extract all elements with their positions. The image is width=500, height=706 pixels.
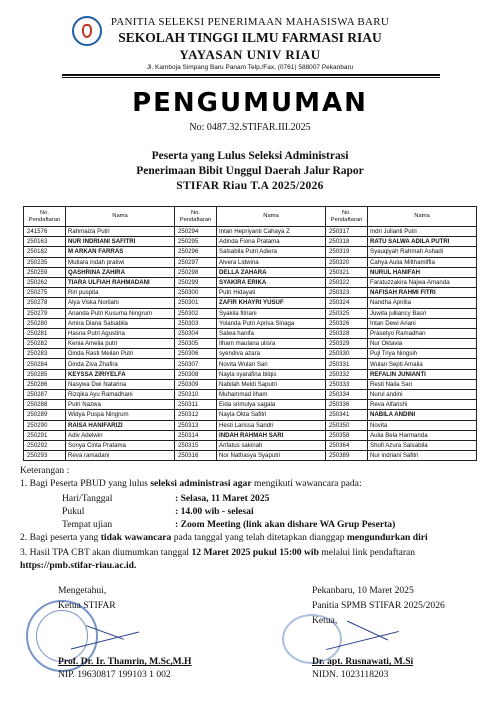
registration-number-cell: 250329 — [326, 339, 368, 349]
registration-number-cell: 250317 — [326, 227, 368, 237]
col-header-name-1: Nama — [66, 207, 175, 227]
participant-name-cell: Prasetyo Ramadhan — [368, 328, 477, 338]
letterhead-address: Jl. Kamboja Simpang Baru Panam Telp./Fax. (0761) 588007 Pekanbaru — [146, 64, 354, 71]
col-header-reg-no-1: No. Pendaftaran — [24, 207, 66, 227]
participant-name-cell: Nur Oktavia — [368, 339, 477, 349]
registration-number-cell: 250332 — [326, 369, 368, 379]
participant-name-cell: Faratuzzakira Najwa Amanda — [368, 277, 477, 287]
participant-name-cell: Putri Hidayati — [217, 288, 326, 298]
participant-name-cell: SYAKIRA ERIKA — [217, 277, 326, 287]
table-row — [24, 298, 477, 308]
right-signatory-id: NIDN. 1023118203 — [312, 669, 389, 680]
participant-name-cell: Ilham maulana ulisra — [217, 339, 326, 349]
right-signature-stroke — [347, 621, 388, 641]
left-sign-line-2: Ketua STIFAR — [58, 600, 116, 611]
participant-name-cell: Hasna Putri Agustina — [66, 328, 175, 338]
participant-name-cell: Amira Diana Salsabila — [66, 318, 175, 328]
note-1-bold: seleksi administrasi agar — [150, 478, 252, 489]
registration-number-cell: 250296 — [175, 247, 217, 257]
registration-number-cell: 250286 — [24, 379, 66, 389]
table-row — [24, 328, 477, 338]
registration-number-cell: 250309 — [175, 379, 217, 389]
registration-number-cell: 250326 — [326, 318, 368, 328]
participant-name-cell: Hesti Larissa Sandri — [217, 420, 326, 430]
note-1-prefix: 1. Bagi Peserta PBUD yang lulus — [20, 478, 151, 489]
registration-number-cell: 250322 — [326, 277, 368, 287]
participant-name-cell: syendiva azara — [217, 349, 326, 359]
date-value: : Selasa, 11 Maret 2025 — [175, 493, 270, 504]
registration-number-cell: 250297 — [175, 257, 217, 267]
table-row — [24, 430, 477, 440]
registration-number-cell: 250303 — [175, 318, 217, 328]
participant-name-cell: Nasywa Dwi Natarina — [66, 379, 175, 389]
col-header-reg-no-3: No. Pendaftaran — [326, 207, 368, 227]
participant-name-cell: Resti Naila Sari — [368, 379, 477, 389]
participant-name-cell: ZAFIR KHAYRI YUSUF — [217, 298, 326, 308]
table-row — [24, 288, 477, 298]
registration-number-cell: 250282 — [24, 339, 66, 349]
registration-number-cell: 250389 — [326, 451, 368, 461]
participant-name-cell: Nayla Okta Safitri — [217, 410, 326, 420]
registration-number-cell: 250285 — [24, 369, 66, 379]
registration-number-cell: 250358 — [326, 430, 368, 440]
registration-number-cell: 250334 — [326, 390, 368, 400]
table-row — [24, 390, 477, 400]
registration-number-cell: 250302 — [175, 308, 217, 318]
participant-name-cell: Indri Julianti Putri — [368, 227, 477, 237]
registration-number-cell: 250336 — [326, 400, 368, 410]
registration-number-cell: 250328 — [326, 328, 368, 338]
table-row — [24, 257, 477, 267]
participant-name-cell: Cahya Aulia Milthamiffia — [368, 257, 477, 267]
participant-name-cell: Juwita julliancy Basri — [368, 308, 477, 318]
participant-name-cell: QASHRINA ZAHIRA — [66, 267, 175, 277]
title-line-3: STIFAR Riau T.A 2025/2026 — [176, 180, 324, 192]
table-row — [24, 400, 477, 410]
participant-name-cell: Nandha Aprillia — [368, 298, 477, 308]
registration-number-cell: 250299 — [175, 277, 217, 287]
registration-number-cell: 250341 — [326, 410, 368, 420]
registration-number-cell: 250304 — [175, 328, 217, 338]
registration-number-cell: 250319 — [326, 247, 368, 257]
participant-name-cell: Sonya Cinta Pratama — [66, 440, 175, 450]
registration-number-cell: 250163 — [24, 237, 66, 247]
letterhead-rule-thick — [62, 74, 440, 76]
participant-name-cell: Kenia Amelia putri — [66, 339, 175, 349]
table-row — [24, 451, 477, 461]
right-sign-date: Pekanbaru, 10 Maret 2025 — [312, 585, 414, 596]
registration-number-cell: 250320 — [326, 257, 368, 267]
participant-name-cell: Syauqiyah Rahmah Ashadi — [368, 247, 477, 257]
participant-name-cell: DELLA ZAHARA — [217, 267, 326, 277]
participant-name-cell: Wulan Septi Amalia — [368, 359, 477, 369]
registration-number-cell: 250289 — [24, 410, 66, 420]
participant-name-cell: Salwa hanifa — [217, 328, 326, 338]
registration-number-cell: 250300 — [175, 288, 217, 298]
registration-number-cell: 250259 — [24, 267, 66, 277]
letterhead-committee: PANITIA SELEKSI PENERIMAAN MAHASISWA BARU — [110, 16, 390, 28]
participant-name-cell: Adinda Fiona Pratama — [217, 237, 326, 247]
registration-number-cell: 250284 — [24, 359, 66, 369]
participant-name-cell: Nur indriani Safitri — [368, 451, 477, 461]
table-row — [24, 410, 477, 420]
participant-name-cell: Reva ramadani — [66, 451, 175, 461]
participant-name-cell: Alvera Lidwina — [217, 257, 326, 267]
registration-number-cell: 250318 — [326, 237, 368, 247]
registration-number-cell: 250294 — [175, 227, 217, 237]
participant-name-cell: REFALIN JUNIANTI — [368, 369, 477, 379]
participant-name-cell: Rahmaiza Putri — [66, 227, 175, 237]
participant-name-cell: TIARA ULFIAH RAHMADANI — [66, 277, 175, 287]
title-line-2: Penerimaan Bibit Unggul Daerah Jalur Rapor — [136, 165, 364, 177]
right-sign-line-3: Ketua, — [312, 615, 338, 626]
registration-number-cell: 250307 — [175, 359, 217, 369]
registration-number-cell: 250310 — [175, 390, 217, 400]
note-3-suffix: melalui link pendaftaran — [318, 547, 416, 558]
table-row — [24, 440, 477, 450]
note-1-suffix: mengikuti wawancara pada: — [251, 478, 362, 489]
registration-number-cell: 250306 — [175, 349, 217, 359]
participant-name-cell: Dinda Ziva Zhafira — [66, 359, 175, 369]
place-value: : Zoom Meeting (link akan dishare WA Grup Peserta) — [175, 519, 396, 530]
table-row — [24, 359, 477, 369]
title-line-1: Peserta yang Lulus Seleksi Administrasi — [151, 150, 349, 162]
participant-name-cell: Nor Nathasya Syaputri — [217, 451, 326, 461]
registration-number-cell: 250314 — [175, 430, 217, 440]
registration-number-cell: 250290 — [24, 420, 66, 430]
registration-number-cell: 250293 — [24, 451, 66, 461]
registration-number-cell: 250313 — [175, 420, 217, 430]
note-2-bold-2: mengundurkan diri — [346, 532, 428, 543]
registration-number-cell: 250288 — [24, 400, 66, 410]
participant-name-cell: Dinda Rasti Meilan Putri — [66, 349, 175, 359]
table-row — [24, 339, 477, 349]
time-value: : 14.00 wib - selesai — [175, 506, 254, 517]
participant-name-cell: NUR INDRIANI SAFITRI — [66, 237, 175, 247]
registration-number-cell: 250333 — [326, 379, 368, 389]
participant-name-cell: NURUL HANIFAH — [368, 267, 477, 277]
table-row — [24, 379, 477, 389]
right-signatory-name: Dr. apt. Rusnawati, M.Si — [312, 656, 414, 667]
date-label: Hari/Tanggal — [62, 493, 113, 504]
table-body — [24, 227, 477, 461]
registration-number-cell: 250324 — [326, 298, 368, 308]
registration-number-cell: 250330 — [326, 349, 368, 359]
registration-number-cell: 250316 — [175, 451, 217, 461]
note-3-bold: 12 Maret 2025 pukul 15:00 wib — [191, 547, 319, 558]
participant-name-cell: Riri puspita — [66, 288, 175, 298]
registration-number-cell: 250279 — [24, 308, 66, 318]
table-header-row — [24, 207, 477, 227]
note-2-bold-1: tidak wawancara — [100, 532, 172, 543]
table-row — [24, 420, 477, 430]
table-row — [24, 318, 477, 328]
registration-number-cell: 250262 — [24, 277, 66, 287]
table-row — [24, 267, 477, 277]
participant-name-cell: KEYSSA ZIRIYELFA — [66, 369, 175, 379]
registration-link[interactable]: https://pmb.stifar-riau.ac.id. — [20, 560, 137, 571]
participant-name-cell: Pujl Triya Ningsih — [368, 349, 477, 359]
registration-number-cell: 250281 — [24, 328, 66, 338]
participant-name-cell: Eida srimulya sagala — [217, 400, 326, 410]
participant-name-cell: Nayla syarafina bilqis — [217, 369, 326, 379]
participant-name-cell: Nabilah Meldi Saputri — [217, 379, 326, 389]
participant-name-cell: Aulia Bela Harmanda — [368, 430, 477, 440]
registration-number-cell: 250235 — [24, 257, 66, 267]
participant-name-cell: Rizqika Ayu Ramadhani — [66, 390, 175, 400]
registration-number-cell: 250321 — [326, 267, 368, 277]
participant-name-cell: Widya Puspa Ningrum — [66, 410, 175, 420]
participant-name-cell: Reva Alfarishi — [368, 400, 477, 410]
registration-number-cell: 250287 — [24, 390, 66, 400]
participant-name-cell: Alya Viska Norilahi — [66, 298, 175, 308]
table-row — [24, 227, 477, 237]
registration-number-cell: 250280 — [24, 318, 66, 328]
registration-number-cell: 250311 — [175, 400, 217, 410]
registration-number-cell: 241576 — [24, 227, 66, 237]
note-3-prefix: 3. Hasil TPA CBT akan diumumkan tanggal — [20, 547, 192, 558]
table-row — [24, 237, 477, 247]
registration-number-cell: 250364 — [326, 440, 368, 450]
participant-name-cell: Mutiara indah pratiwi — [66, 257, 175, 267]
place-label: Tempat ujian — [62, 519, 113, 530]
participant-name-cell: Salsabila Putri Adiera — [217, 247, 326, 257]
right-sign-line-2: Panitia SPMB STIFAR 2025/2026 — [312, 600, 445, 611]
participant-name-cell: INDAH RAHMAH SARI — [217, 430, 326, 440]
registration-number-cell: 250331 — [326, 359, 368, 369]
participant-name-cell: Ananda Putri Kusuma Ningrum — [66, 308, 175, 318]
registration-number-cell: 250291 — [24, 430, 66, 440]
col-header-name-3: Nama — [368, 207, 477, 227]
left-signatory-name: Prof. Dr. Ir. Thamrin, M.Sc,M.H — [58, 656, 192, 667]
announcement-heading: PENGUMUMAN — [132, 88, 368, 118]
notes-heading: Keterangan : — [20, 465, 70, 476]
table-row — [24, 247, 477, 257]
table-row — [24, 308, 477, 318]
table-row — [24, 349, 477, 359]
table-row — [24, 277, 477, 287]
registration-number-cell: 250350 — [326, 420, 368, 430]
registration-number-cell: 250283 — [24, 349, 66, 359]
note-2-prefix: 2. Bagi peserta yang — [20, 532, 101, 543]
col-header-reg-no-2: No. Pendaftaran — [175, 207, 217, 227]
registration-number-cell: 250275 — [24, 288, 66, 298]
participant-name-cell: Muhammad ilham — [217, 390, 326, 400]
left-signatory-id: NIP. 19630817 199103 1 002 — [58, 669, 171, 680]
left-sign-line-1: Mengetahui, — [58, 585, 107, 596]
note-2-mid: pada tanggal yang telah ditetapkan dianggap — [171, 532, 347, 543]
participant-name-cell: Intan Hepriyanti Cahaya Z — [217, 227, 326, 237]
registration-number-cell: 250292 — [24, 440, 66, 450]
registration-number-cell: 250182 — [24, 247, 66, 257]
registration-number-cell: 250305 — [175, 339, 217, 349]
registration-number-cell: 250312 — [175, 410, 217, 420]
participant-name-cell: Syakila fitriani — [217, 308, 326, 318]
participant-name-cell: Nurul andini — [368, 390, 477, 400]
note-item-1 — [20, 477, 362, 490]
col-header-name-2: Nama — [217, 207, 326, 227]
registration-number-cell: 250295 — [175, 237, 217, 247]
participant-name-cell: Novita Wulan Sari — [217, 359, 326, 369]
participant-name-cell: RAISA HANIFARIZI — [66, 420, 175, 430]
participant-name-cell: M ARKAN FARRAS — [66, 247, 175, 257]
participant-name-cell: Shofi Azura Salsabila — [368, 440, 477, 450]
registration-number-cell: 250323 — [326, 288, 368, 298]
letterhead-institution: SEKOLAH TINGGI ILMU FARMASI RIAU — [118, 30, 382, 45]
time-label: Pukul — [62, 506, 85, 517]
table-row — [24, 369, 477, 379]
participant-name-cell: Arifatus sakinah — [217, 440, 326, 450]
registration-number-cell: 250325 — [326, 308, 368, 318]
registration-number-cell: 250298 — [175, 267, 217, 277]
participant-name-cell: Putri Nazwa — [66, 400, 175, 410]
document-number: No: 0487.32.STIFAR.III.2025 — [189, 122, 311, 133]
participant-name-cell: NABILA ANDINI — [368, 410, 477, 420]
registration-number-cell: 250278 — [24, 298, 66, 308]
participant-name-cell: Novita — [368, 420, 477, 430]
letterhead-rule-thin — [62, 77, 440, 78]
registration-number-cell: 250315 — [175, 440, 217, 450]
passed-participants-table — [23, 206, 477, 461]
participant-name-cell: Intan Dewi Ariani — [368, 318, 477, 328]
letterhead-foundation: YAYASAN UNIV RIAU — [179, 47, 321, 62]
participant-name-cell: NAFISAH RAHMI FITRI — [368, 288, 477, 298]
participant-name-cell: Yolanda Putri Aprisa Sinaga — [217, 318, 326, 328]
participant-name-cell: Adiv Adelwin — [66, 430, 175, 440]
registration-number-cell: 250301 — [175, 298, 217, 308]
participant-name-cell: RATU SALWA ADILA PUTRI — [368, 237, 477, 247]
note-item-3 — [20, 546, 415, 559]
note-item-2 — [20, 531, 428, 544]
registration-number-cell: 250308 — [175, 369, 217, 379]
